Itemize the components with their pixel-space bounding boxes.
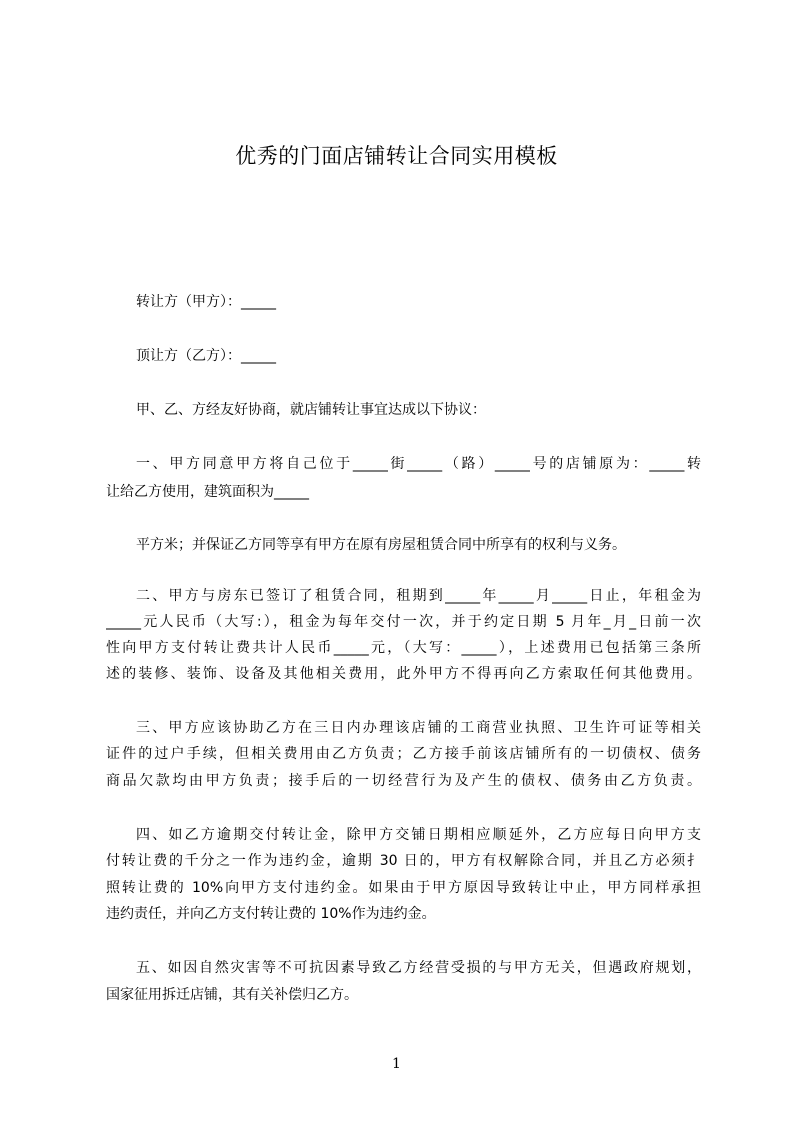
clause-1-line-2: 让给乙方使用，建筑面积为_____ bbox=[106, 484, 309, 500]
clause-2-line-3: 性向甲方支付转让费共计人民币_____元，（大写：_____），上述费用已包括第三条所 bbox=[106, 640, 701, 656]
clause-3-line-2: 证件的过户手续，但相关费用由乙方负责；乙方接手前该店铺所有的一切债权、债务 bbox=[106, 746, 701, 762]
clause-4-line-2: 付转让费的千分之一作为违约金，逾期 30 日的，甲方有权解除合同，并且乙方必须扌 bbox=[106, 853, 701, 869]
page-number: 1 bbox=[392, 1056, 401, 1072]
clause-5-line-1: 五、如因自然灾害等不可抗因素导致乙方经营受损的与甲方无关，但遇政府规划， bbox=[136, 960, 701, 976]
clause-2-line-4: 述的装修、装饰、设备及其他相关费用，此外甲方不得再向乙方索取任何其他费用。 bbox=[106, 666, 701, 682]
clause-5-line-2: 国家征用拆迁店铺，其有关补偿归乙方。 bbox=[106, 987, 358, 1003]
clause-2-line-1: 二、甲方与房东已签订了租赁合同，租期到_____年_____月_____日止，年租金为 bbox=[136, 588, 701, 604]
paragraph-intro: 甲、乙、方经友好协商，就店铺转让事宜达成以下协议： bbox=[136, 402, 486, 418]
clause-3-line-3: 商品欠款均由甲方负责；接手后的一切经营行为及产生的债权、债务由乙方负责。 bbox=[106, 773, 701, 789]
clause-2-line-2: _____元人民币（大写:），租金为每年交付一次，并于约定日期 5 月年_月_日前一次 bbox=[106, 614, 701, 630]
paragraph-transferor: 转让方（甲方）：_____ bbox=[136, 294, 276, 310]
document-title: 优秀的门面店铺转让合同实用模板 bbox=[235, 144, 558, 168]
clause-4-line-3: 照转让费的 10%向甲方支付违约金。如果由于甲方原因导致转让中止，甲方同样承担 bbox=[106, 880, 701, 896]
clause-1-line-1: 一、甲方同意甲方将自己位于_____街_____（路）_____号的店铺原为：_____转 bbox=[136, 456, 701, 472]
clause-1-line-3: 平方米；并保证乙方同等享有甲方在原有房屋租赁合同中所享有的权利与义务。 bbox=[136, 537, 626, 553]
paragraph-transferee: 顶让方（乙方）：_____ bbox=[136, 348, 276, 364]
clause-3-line-1: 三、甲方应该协助乙方在三日内办理该店铺的工商营业执照、卫生许可证等相关 bbox=[136, 720, 701, 736]
clause-4-line-1: 四、如乙方逾期交付转让金，除甲方交铺日期相应顺延外，乙方应每日向甲方支 bbox=[136, 827, 701, 843]
clause-4-line-4: 违约责任，并向乙方支付转让费的 10%作为违约金。 bbox=[106, 906, 436, 922]
